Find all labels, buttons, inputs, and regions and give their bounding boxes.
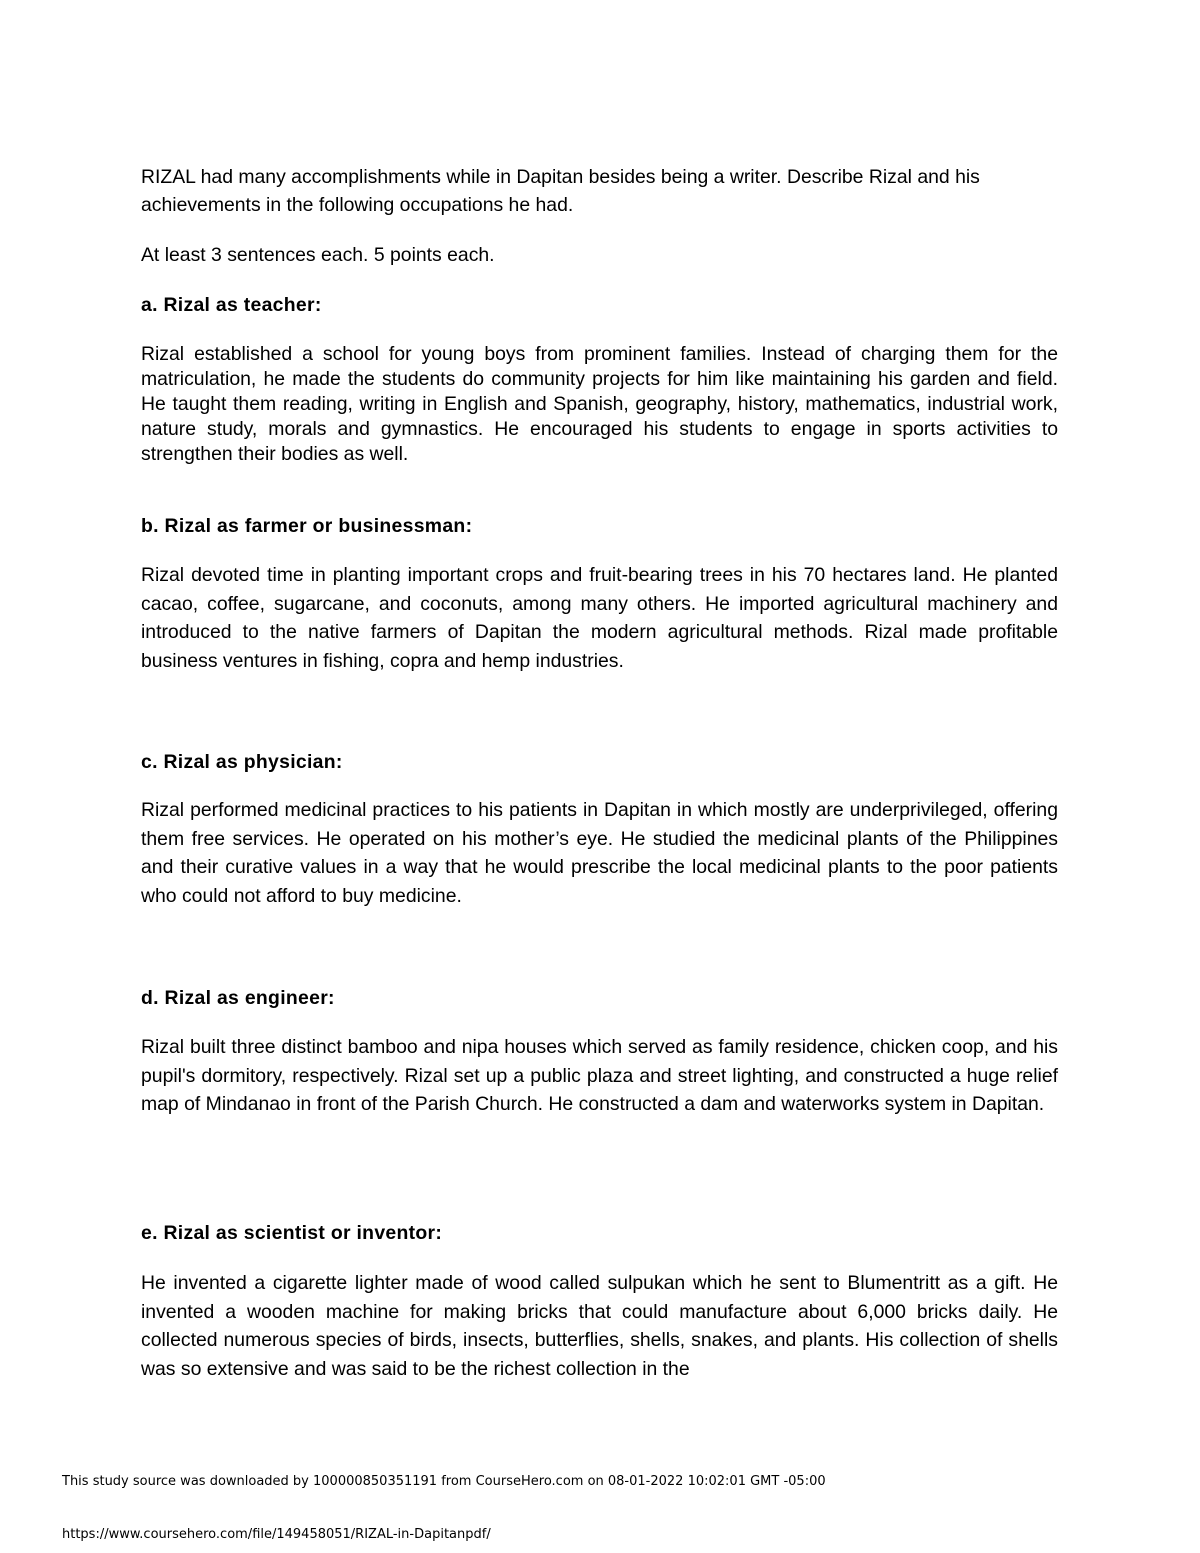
- question-prompt: RIZAL had many accomplishments while in Dapitan besides being a writer. Describe Rizal and his achievements in the following occupations he had.: [141, 166, 980, 216]
- section-body-scientist: He invented a cigarette lighter made of wood called sulpukan which he sent to Blumentritt as a gift. He invented a wooden machine for making bricks that could manufacture about 6,000 bricks daily. He collected numerous species of birds, insects, butterflies, shells, snakes, and plants. His collection of shells was so extensive and was said to be the richest collection in the: [141, 1272, 1058, 1381]
- section-body-physician: Rizal performed medicinal practices to his patients in Dapitan in which mostly are underprivileged, offering them free services. He operated on his mother’s eye. He studied the medicinal plants of the Philippines and their curative values in a way that he would prescribe the local medicinal plants to the poor patients who could not afford to buy medicine.: [141, 799, 1058, 908]
- download-source-note: This study source was downloaded by 100000850351191 from CourseHero.com on 08-01-2022 10:02:01 GMT -05:00: [62, 1474, 826, 1489]
- section-heading-engineer: d. Rizal as engineer:: [141, 987, 335, 1009]
- question-instructions: At least 3 sentences each. 5 points each.: [141, 244, 495, 266]
- section-heading-teacher: a. Rizal as teacher:: [141, 294, 322, 316]
- section-body-teacher: Rizal established a school for young boys from prominent families. Instead of charging them for the matriculation, he made the students do community projects for him like maintaining his garden and field. He taught them reading, writing in English and Spanish, geography, history, mathematics, industrial work, nature study, morals and gymnastics. He encouraged his students to engage in sports activities to strengthen their bodies as well.: [141, 343, 1058, 465]
- section-heading-physician: c. Rizal as physician:: [141, 751, 343, 773]
- section-body-engineer: Rizal built three distinct bamboo and nipa houses which served as family residence, chicken coop, and his pupil's dormitory, respectively. Rizal set up a public plaza and street lighting, and constructed a huge relief map of Mindanao in front of the Parish Church. He constructed a dam and waterworks system in Dapitan.: [141, 1036, 1058, 1116]
- section-heading-farmer: b. Rizal as farmer or businessman:: [141, 515, 473, 537]
- section-heading-scientist: e. Rizal as scientist or inventor:: [141, 1222, 443, 1244]
- source-url[interactable]: https://www.coursehero.com/file/149458051/RIZAL-in-Dapitanpdf/: [62, 1527, 491, 1542]
- section-body-farmer: Rizal devoted time in planting important crops and fruit-bearing trees in his 70 hectares land. He planted cacao, coffee, sugarcane, and coconuts, among many others. He imported agricultural machinery and introduced to the native farmers of Dapitan the modern agricultural methods. Rizal made profitable business ventures in fishing, copra and hemp industries.: [141, 564, 1058, 673]
